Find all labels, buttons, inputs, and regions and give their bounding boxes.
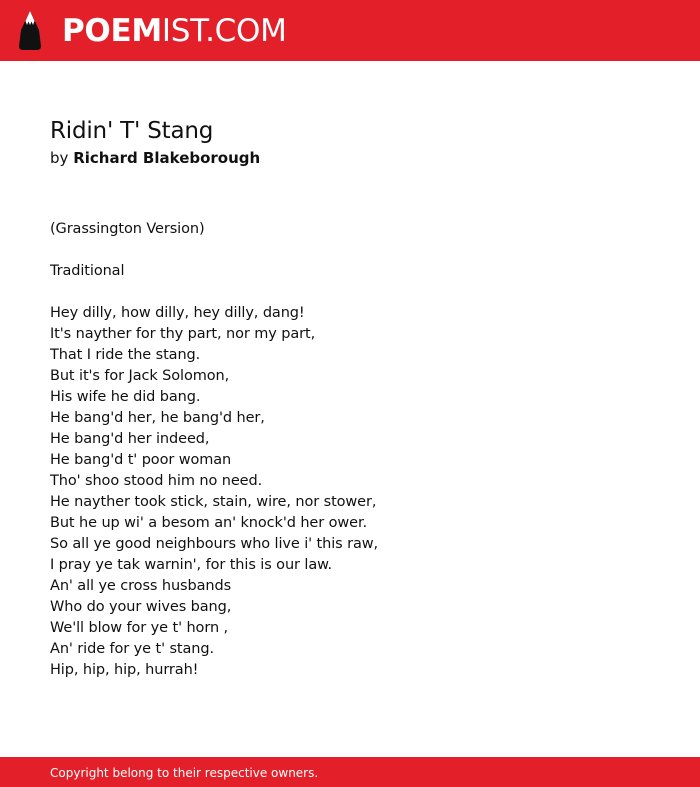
pencil-tip-icon <box>17 10 43 52</box>
poem-line: Traditional <box>50 263 125 279</box>
poem-line: Hey dilly, how dilly, hey dilly, dang! <box>50 305 305 321</box>
poem-content <box>50 115 650 681</box>
poem-line: Hip, hip, hip, hurrah! <box>50 662 199 678</box>
poem-line: An' ride for ye t' stang. <box>50 641 214 657</box>
poem-body <box>50 219 650 681</box>
poem-line: That I ride the stang. <box>50 347 201 363</box>
footer-bar <box>0 757 700 787</box>
poem-blank-line <box>50 282 650 303</box>
copyright-text: Copyright belong to their respective owners. <box>50 766 319 780</box>
poem-line: He bang'd her indeed, <box>50 431 210 447</box>
poem-line: We'll blow for ye t' horn , <box>50 620 229 636</box>
poem-line: An' all ye cross husbands <box>50 578 232 594</box>
poem-line: He nayther took stick, stain, wire, nor stower, <box>50 494 377 510</box>
poem-line: I pray ye tak warnin', for this is our law. <box>50 557 333 573</box>
poem-line: But he up wi' a besom an' knock'd her ower. <box>50 515 367 531</box>
poem-byline <box>50 147 650 169</box>
brand-bold-text: POEM <box>62 13 162 49</box>
poem-line: Who do your wives bang, <box>50 599 232 615</box>
poem-blank-line <box>50 240 650 261</box>
brand-light-text: IST.COM <box>161 13 287 49</box>
poem-line: His wife he did bang. <box>50 389 201 405</box>
site-logo[interactable] <box>17 10 43 52</box>
poem-line: But it's for Jack Solomon, <box>50 368 230 384</box>
byline-prefix: by <box>50 149 69 167</box>
poem-line: It's nayther for thy part, nor my part, <box>50 326 316 342</box>
poem-title: Ridin' T' Stang <box>50 118 214 144</box>
poem-line: Tho' shoo stood him no need. <box>50 473 263 489</box>
poem-line: So all ye good neighbours who live i' this raw, <box>50 536 379 552</box>
site-brand[interactable] <box>62 11 287 51</box>
poem-line: He bang'd t' poor woman <box>50 452 232 468</box>
poem-line: He bang'd her, he bang'd her, <box>50 410 265 426</box>
header-bar <box>0 0 700 61</box>
poem-author: Richard Blakeborough <box>73 149 261 167</box>
poem-line: (Grassington Version) <box>50 221 205 237</box>
